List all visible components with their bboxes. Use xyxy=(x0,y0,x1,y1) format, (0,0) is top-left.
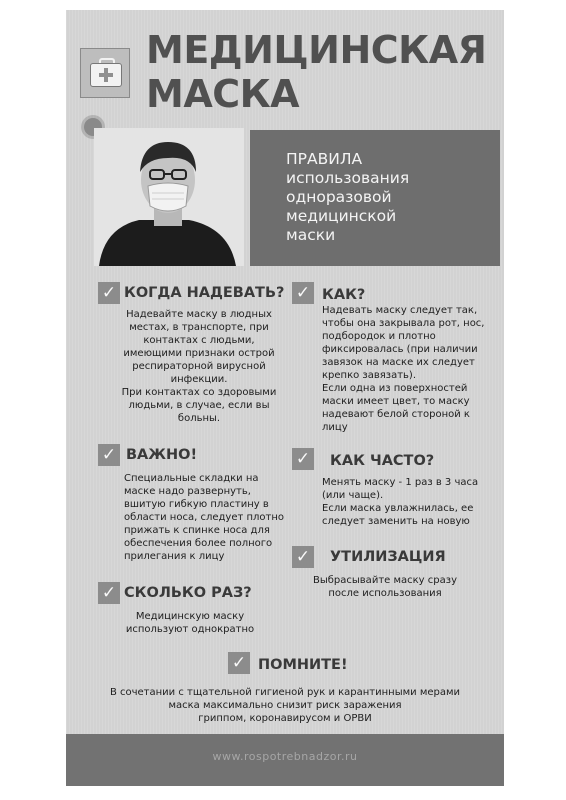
medical-kit-icon xyxy=(80,48,130,98)
section-how-many-text: Медицинскую маску используют однократно xyxy=(125,611,255,635)
section-important-heading: ВАЖНО! xyxy=(126,447,198,463)
checkmark-icon: ✓ xyxy=(228,652,250,674)
section-how-often-heading: КАК ЧАСТО? xyxy=(330,453,435,469)
checkmark-icon: ✓ xyxy=(98,444,120,466)
section-how-text: Надевать маску следует так, чтобы она закрывала рот, нос, подбородок и плотно фиксировалась (при наличии завязок на маске их следует крепко завязать). Если одна из поверхностей маски имеет цвет, то маску надевают белой стороной к лицу xyxy=(322,305,485,433)
section-disposal-text: Выбрасывайте маску сразу после использования xyxy=(313,575,457,599)
rules-title-line: одноразовой xyxy=(286,188,392,206)
checkmark-icon: ✓ xyxy=(292,546,314,568)
section-how-many-heading: СКОЛЬКО РАЗ? xyxy=(124,585,252,601)
page-title xyxy=(146,28,486,116)
checkmark-icon: ✓ xyxy=(98,582,120,604)
section-when-text: Надевайте маску в людных местах, в транспорте, при контактах с людьми, имеющими признаки острой респираторной вирусной инфекции. При контактах со здоровыми людьми, в случае, если вы больны. xyxy=(121,309,277,424)
footer-bar xyxy=(66,734,504,786)
rules-title-line: использования xyxy=(286,169,410,187)
title-line-2: МАСКА xyxy=(146,72,300,116)
rules-title-line: медицинской xyxy=(286,207,397,225)
section-remember-heading: ПОМНИТЕ! xyxy=(258,657,348,673)
rules-title-panel xyxy=(250,130,500,266)
rules-title-line: ПРАВИЛА xyxy=(286,150,363,168)
section-how-heading: КАК? xyxy=(322,287,366,303)
section-disposal-heading: УТИЛИЗАЦИЯ xyxy=(330,549,446,565)
footer-url: www.rospotrebnadzor.ru xyxy=(212,750,358,763)
section-remember-text: В сочетании с тщательной гигиеной рук и карантинными мерами маска максимально снизит риск заражения гриппом, коронавирусом и ОРВИ xyxy=(109,687,461,724)
rules-title-line: маски xyxy=(286,226,336,244)
person-in-mask-photo xyxy=(94,128,244,266)
checkmark-icon: ✓ xyxy=(98,282,120,304)
section-important-text: Специальные складки на маске надо развернуть, вшитую гибкую пластину в области носа, следует плотно прижать к спинке носа для обеспечения более полного прилегания к лицу xyxy=(124,473,285,562)
title-line-1: МЕДИЦИНСКАЯ xyxy=(146,28,487,72)
rules-title xyxy=(286,150,486,245)
checkmark-icon: ✓ xyxy=(292,282,314,304)
person-illustration xyxy=(94,128,244,266)
leaflet-page xyxy=(66,10,504,786)
checkmark-icon: ✓ xyxy=(292,448,314,470)
section-how-often-text: Менять маску - 1 раз в 3 часа (или чаще). Если маска увлажнилась, ее следует заменить на новую xyxy=(322,477,479,527)
section-when-heading: КОГДА НАДЕВАТЬ? xyxy=(124,285,285,301)
